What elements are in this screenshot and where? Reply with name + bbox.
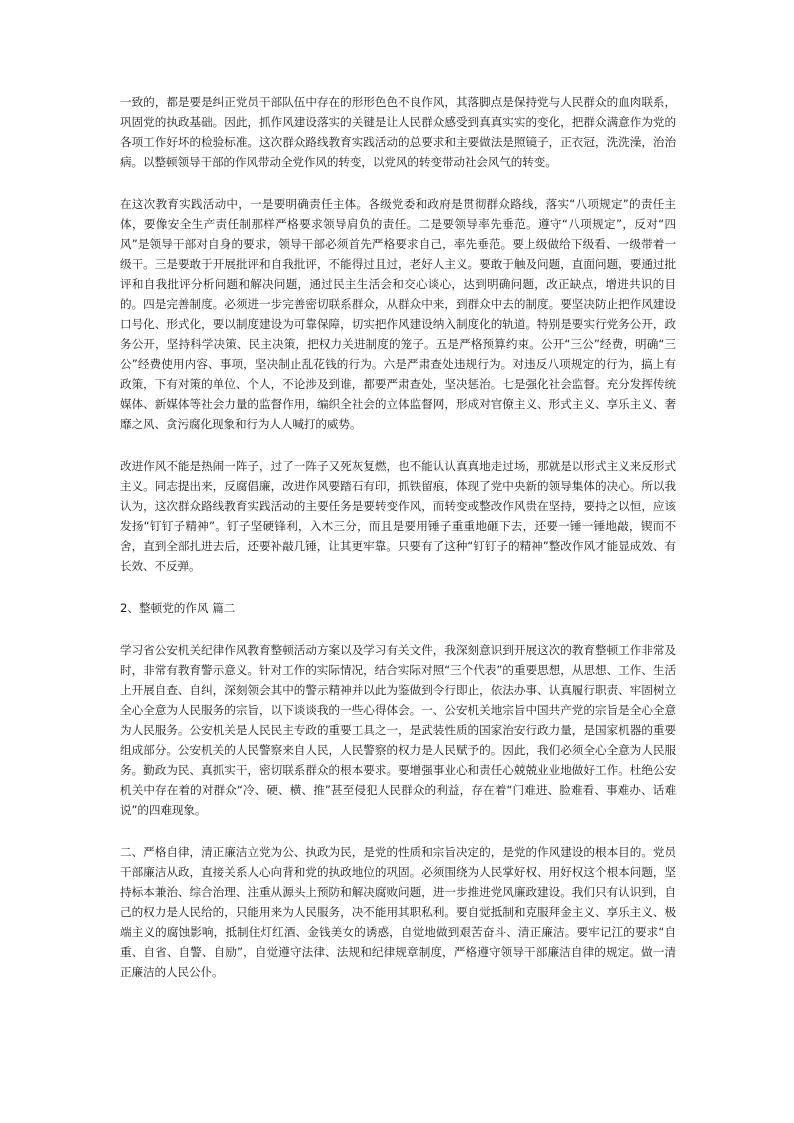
paragraph-2: 在这次教育实践活动中，一是要明确责任主体。各级党委和政府是贯彻群众路线，落实“八项规定”的责任主体，要像安全生产责任制那样严格要求领导肩负的责任。二是要领导率先垂范。遵守“八项规定”，反对“四风”是领导干部对自身的要求，领导干部必须首先严格要求自己，率先垂范。要上级做给下级看、一级带着一级干。三是要敢于开展批评和自我批评，不能得过且过，老好人主义。要敢于触及问题，直面问题，要通过批评和自我批评分析问题和解决问题，通过民主生活会和交心谈心，达到明确问题，改正缺点，增进共识的目的。四是完善制度。必须进一步完善密切联系群众，从群众中来，到群众中去的制度。要坚决防止把作风建设口号化、形式化，要以制度建设为可靠保障，切实把作风建设纳入制度化的轨道。特别是要实行党务公开，政务公开，坚持科学决策、民主决策，把权力关进制度的笼子。五是严格预算约束。公开“三公”经费，明确“三公”经费使用内容、事项，坚决制止乱花钱的行为。六是严肃查处违规行为。对违反八项规定的行为，搞上有政策，下有对策的单位、个人，不论涉及到谁，都要严肃查处，坚决惩治。七是强化社会监督。充分发挥传统媒体、新媒体等社会力量的监督作用，编织全社会的立体监督网，形成对官僚主义、形式主义、享乐主义、奢靡之风、贪污腐化现象和行为人人喊打的威势。 — [120, 197, 676, 431]
paragraph-4: 学习省公安机关纪律作风教育整顿活动方案以及学习有关文件，我深刻意识到开展这次的教育整顿工作非常及时，非常有教育警示意义。针对工作的实际情况，结合实际对照“三个代表”的重要思想，从思想、工作、生活上开展自查、自纠，深刻领会其中的警示精神并以此为鉴做到令行即止，依法办事、认真履行职责、牢固树立全心全意为人民服务的宗旨，以下谈谈我的一些心得体会。一、公安机关地宗旨中国共产党的宗旨是全心全意为人民服务。公安机关是人民民主专政的重要工具之一，是武装性质的国家治安行政力量，是国家机器的重要组成部分。公安机关的人民警察来自人民，人民警察的权力是人民赋予的。因此，我们必须全心全意为人民服务。勤政为民、真抓实干，密切联系群众的根本要求。要增强事业心和责任心兢兢业业地做好工作。杜绝公安机关中存在着的对群众“冷、硬、横、推”甚至侵犯人民群众的利益，存在着“门难进、脸难看、事难办、话难说”的四难现象。 — [120, 643, 676, 817]
section-heading: 2、整顿党的作风 篇二 — [120, 601, 236, 615]
document-page — [120, 92, 676, 1004]
paragraph-1: 一致的，都是要是纠正党员干部队伍中存在的形形色色不良作风，其落脚点是保持党与人民群众的血肉联系，巩固党的执政基础。因此，抓作风建设落实的关键是让人民群众感受到真真实实的变化，把群众满意作为党的各项工作好坏的检验标准。这次群众路线教育实践活动的总要求和主要做法是照镜子，正衣冠，洗洗澡，治治病。以整顿领导干部的作风带动全党作风的转变，以党风的转变带动社会风气的转变。 — [120, 95, 676, 169]
paragraph-3: 改进作风不能是热闹一阵子，过了一阵子又死灰复燃，也不能认认真真地走过场，那就是以形式主义来反形式主义。同志提出来，反腐倡廉，改进作风要踏石有印，抓铁留痕，体现了党中央新的领导集体的决心。所以我认为，这次群众路线教育实践活动的主要任务是要转变作风，而转变或整改作风贵在坚持，要持之以恒，应该发扬“钉钉子精神”。钉子坚硬锋利，入木三分，而且是要用锤子重重地砸下去，还要一锤一锤地敲，锲而不舍，直到全部扎进去后，还要补敲几锤，让其更牢靠。只要有了这种“钉钉子的精神”整改作风才能显成效、有长效、不反弹。 — [120, 459, 676, 573]
paragraph-5: 二、严格自律，清正廉洁立党为公、执政为民，是党的性质和宗旨决定的，是党的作风建设的根本目的。党员干部廉洁从政，直接关系人心向背和党的执政地位的巩固。必须围绕为人民掌好权、用好权这个根本问题，坚持标本兼治、综合治理、注重从源头上预防和解决腐败问题，进一步推进党风廉政建设。我们只有认识到，自己的权力是人民给的，只能用来为人民服务，决不能用其职私利。要自觉抵制和克服拜金主义、享乐主义、极端主义的腐蚀影响，抵制住灯红酒、金钱美女的诱惑，自觉地做到艰苦奋斗、清正廉洁。要牢记江的要求“自重、自省、自警、自励”，自觉遵守法律、法规和纪律规章制度，严格遵守领导干部廉洁自律的规定。做一清正廉洁的人民公仆。 — [120, 845, 676, 979]
